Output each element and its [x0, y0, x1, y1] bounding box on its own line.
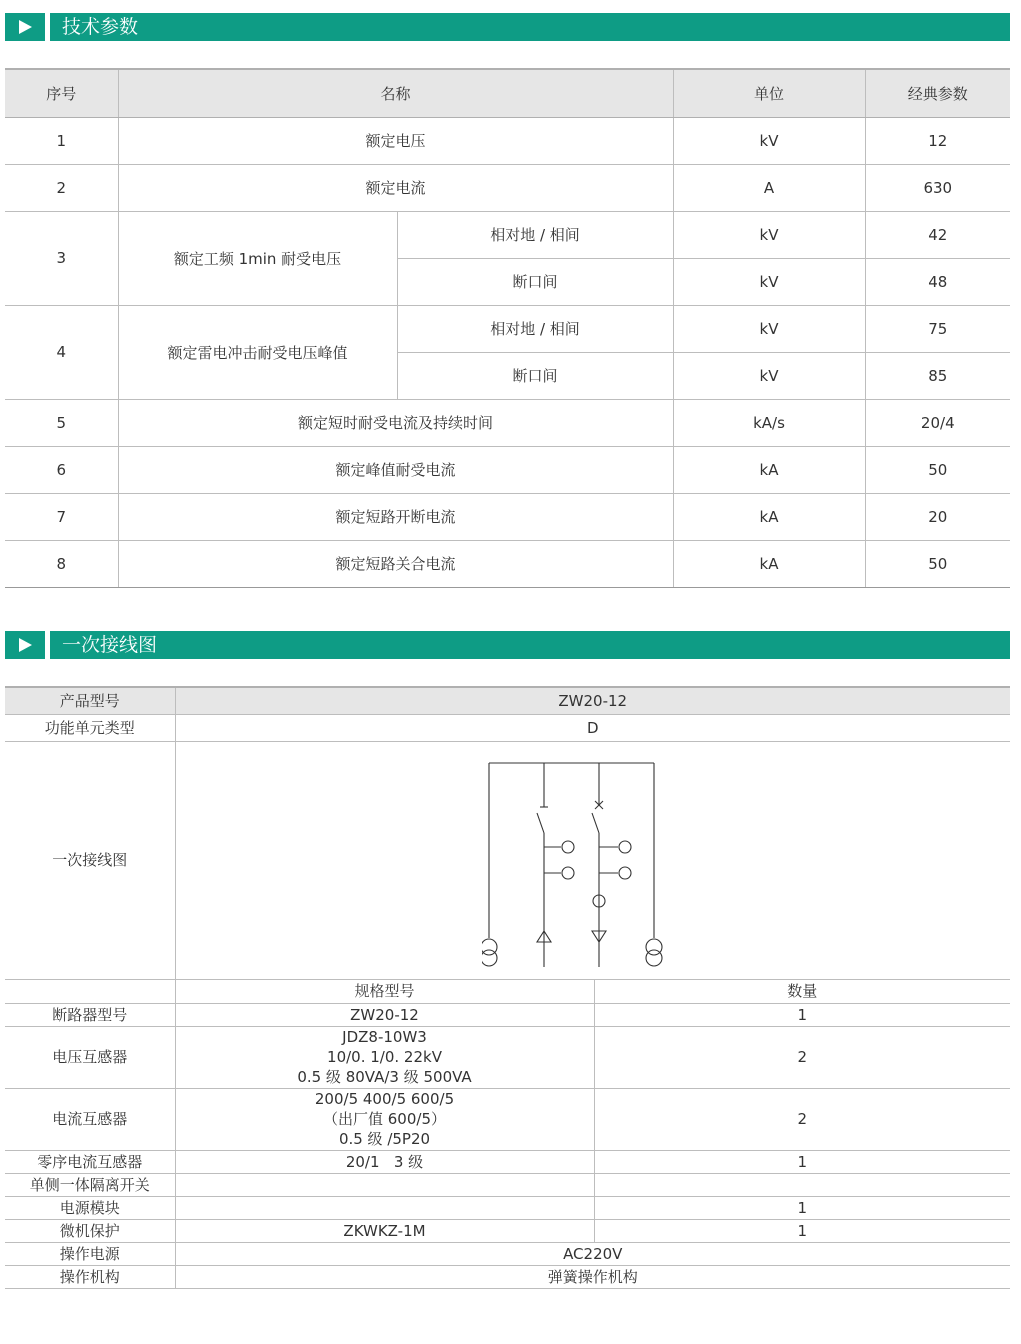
- row-label: 一次接线图: [5, 741, 175, 979]
- table-row: [5, 540, 1010, 587]
- table-row: [5, 117, 1010, 164]
- table-row: [5, 446, 1010, 493]
- cell-unit: kV: [673, 258, 865, 305]
- cell-value: 630: [865, 164, 1010, 211]
- row-value: ZW20-12: [175, 687, 1010, 714]
- header-no: 序号: [5, 69, 118, 117]
- row-value: D: [175, 714, 1010, 741]
- row-label: 电流互感器: [5, 1088, 175, 1150]
- row-label: 产品型号: [5, 687, 175, 714]
- qty-value: [594, 1173, 1010, 1196]
- cell-no: 8: [5, 540, 118, 587]
- table-header-row: [5, 69, 1010, 117]
- cell-no: 3: [5, 211, 118, 305]
- spec-header-row: [5, 979, 1010, 1003]
- cell-subname: 断口间: [397, 258, 673, 305]
- cell-unit: kV: [673, 211, 865, 258]
- cell-subname: 相对地 / 相间: [397, 305, 673, 352]
- header-name: 名称: [118, 69, 673, 117]
- qty-value: 2: [594, 1088, 1010, 1150]
- section-title: 技术参数: [62, 16, 139, 38]
- row-label: 零序电流互感器: [5, 1150, 175, 1173]
- cell-subname: 相对地 / 相间: [397, 211, 673, 258]
- table-row: [5, 1219, 1010, 1242]
- section-header-tech-params: [5, 13, 1010, 41]
- play-triangle-icon: [19, 20, 32, 34]
- qty-value: 2: [594, 1026, 1010, 1088]
- cell-unit: kV: [673, 117, 865, 164]
- row-label: 功能单元类型: [5, 714, 175, 741]
- cell-name: 额定雷电冲击耐受电压峰值: [118, 305, 397, 399]
- qty-value: 1: [594, 1196, 1010, 1219]
- table-row: [5, 1088, 1010, 1150]
- diagram-cell: [175, 741, 1010, 979]
- row-label: [5, 979, 175, 1003]
- unit-type-row: [5, 714, 1010, 741]
- cell-name: 额定电流: [118, 164, 673, 211]
- cell-value: 48: [865, 258, 1010, 305]
- section-title: 一次接线图: [62, 634, 158, 656]
- spec-line: 10/0. 1/0. 22kV: [327, 1048, 442, 1066]
- table-row: [5, 493, 1010, 540]
- cell-value: 12: [865, 117, 1010, 164]
- table-row: [5, 1173, 1010, 1196]
- cell-value: 50: [865, 446, 1010, 493]
- cell-no: 4: [5, 305, 118, 399]
- cell-name: 额定工频 1min 耐受电压: [118, 211, 397, 305]
- spec-value: [175, 1026, 594, 1088]
- mechanism-row: [5, 1265, 1010, 1288]
- qty-value: 1: [594, 1150, 1010, 1173]
- row-label: 断路器型号: [5, 1003, 175, 1026]
- cell-value: 20: [865, 493, 1010, 540]
- cell-value: 85: [865, 352, 1010, 399]
- table-row: [5, 211, 1010, 258]
- table-row: [5, 305, 1010, 352]
- spec-line: 0.5 级 80VA/3 级 500VA: [297, 1068, 472, 1086]
- cell-name: 额定峰值耐受电流: [118, 446, 673, 493]
- table-row: [5, 164, 1010, 211]
- wiring-diagram: [482, 745, 682, 975]
- wiring-table: [5, 686, 1010, 1289]
- cell-no: 7: [5, 493, 118, 540]
- cell-subname: 断口间: [397, 352, 673, 399]
- cell-unit: A: [673, 164, 865, 211]
- section-marker: [5, 631, 45, 659]
- qty-value: 1: [594, 1003, 1010, 1026]
- qty-header: 数量: [594, 979, 1010, 1003]
- cell-value: 42: [865, 211, 1010, 258]
- row-label: 电压互感器: [5, 1026, 175, 1088]
- cell-name: 额定短路关合电流: [118, 540, 673, 587]
- row-label: 操作机构: [5, 1265, 175, 1288]
- row-value: AC220V: [175, 1242, 1010, 1265]
- spec-value: ZW20-12: [175, 1003, 594, 1026]
- qty-value: 1: [594, 1219, 1010, 1242]
- table-row: [5, 1003, 1010, 1026]
- power-row: [5, 1242, 1010, 1265]
- table-row: [5, 1026, 1010, 1088]
- table-row: [5, 1150, 1010, 1173]
- spec-line: JDZ8-10W3: [342, 1028, 427, 1046]
- row-label: 微机保护: [5, 1219, 175, 1242]
- cell-value: 50: [865, 540, 1010, 587]
- tech-params-table: [5, 68, 1010, 588]
- cell-unit: kV: [673, 352, 865, 399]
- cell-name: 额定短路开断电流: [118, 493, 673, 540]
- cell-unit: kA/s: [673, 399, 865, 446]
- spec-value: 20/1 3 级: [175, 1150, 594, 1173]
- cell-no: 6: [5, 446, 118, 493]
- spec-value: [175, 1173, 594, 1196]
- play-triangle-icon: [19, 638, 32, 652]
- cell-no: 2: [5, 164, 118, 211]
- spec-line: 200/5 400/5 600/5: [314, 1090, 455, 1108]
- section-marker: [5, 13, 45, 41]
- row-label: 单侧一体隔离开关: [5, 1173, 175, 1196]
- row-value: 弹簧操作机构: [175, 1265, 1010, 1288]
- section-header-wiring: [5, 631, 1010, 659]
- cell-unit: kA: [673, 446, 865, 493]
- diagram-row: [5, 741, 1010, 979]
- header-unit: 单位: [673, 69, 865, 117]
- cell-no: 5: [5, 399, 118, 446]
- spec-value: [175, 1196, 594, 1219]
- cell-no: 1: [5, 117, 118, 164]
- spec-header: 规格型号: [175, 979, 594, 1003]
- cell-name: 额定电压: [118, 117, 673, 164]
- cell-unit: kA: [673, 540, 865, 587]
- spec-value: [175, 1088, 594, 1150]
- table-row: [5, 399, 1010, 446]
- row-label: 操作电源: [5, 1242, 175, 1265]
- cell-name: 额定短时耐受电流及持续时间: [118, 399, 673, 446]
- cell-value: 20/4: [865, 399, 1010, 446]
- cell-value: 75: [865, 305, 1010, 352]
- spec-line: （出厂值 600/5）: [323, 1110, 446, 1128]
- cell-unit: kV: [673, 305, 865, 352]
- spec-line: 0.5 级 /5P20: [338, 1130, 431, 1148]
- cell-unit: kA: [673, 493, 865, 540]
- row-label: 电源模块: [5, 1196, 175, 1219]
- table-row: [5, 1196, 1010, 1219]
- header-value: 经典参数: [865, 69, 1010, 117]
- spec-value: ZKWKZ-1M: [175, 1219, 594, 1242]
- product-model-row: [5, 687, 1010, 714]
